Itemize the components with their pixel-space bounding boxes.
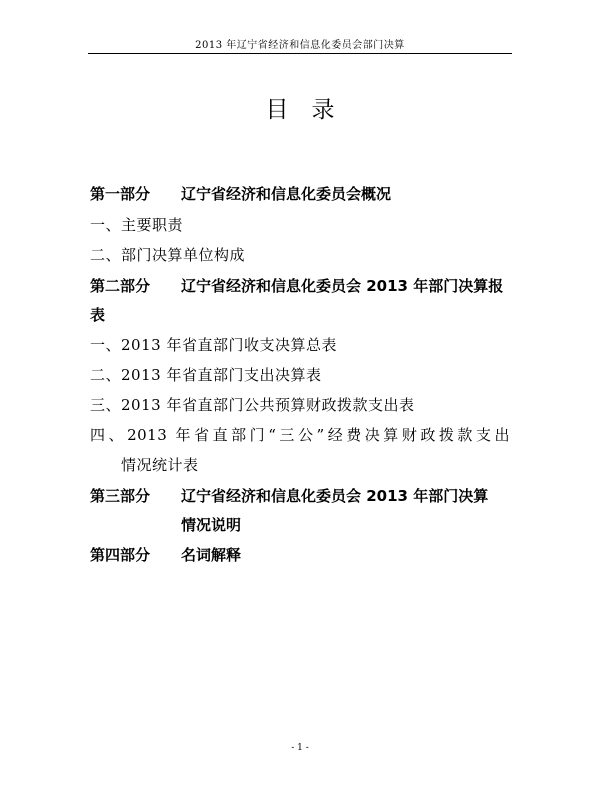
toc-item: 二、部门决算单位构成 [90, 246, 246, 264]
toc-item: 四、2013 年省直部门“三公”经费决算财政拨款支出 [90, 426, 510, 444]
page-number: - 1 - [291, 743, 309, 753]
toc-part-2-title-cont: 表 [90, 306, 106, 324]
toc-part-2-number: 第二部分 [90, 277, 151, 295]
toc-part-2-title: 辽宁省经济和信息化委员会 2013 年部门决算报 [181, 277, 504, 295]
toc-item-cont: 情况统计表 [121, 456, 199, 474]
toc-part-1-title: 辽宁省经济和信息化委员会概况 [181, 185, 392, 203]
toc-part-1-number: 第一部分 [90, 185, 151, 203]
header-title: 2013 年辽宁省经济和信息化委员会部门决算 [195, 40, 405, 51]
toc-part-3-number: 第三部分 [90, 487, 151, 505]
toc-part-3-title-cont: 情况说明 [181, 516, 242, 534]
toc-item: 一、主要职责 [90, 216, 184, 234]
toc-part-3-title: 辽宁省经济和信息化委员会 2013 年部门决算 [181, 487, 489, 505]
page-title: 目 录 [265, 97, 335, 123]
toc-item: 三、2013 年省直部门公共预算财政拨款支出表 [90, 396, 415, 414]
toc-item: 二、2013 年省直部门支出决算表 [90, 366, 322, 384]
header-divider [88, 53, 512, 54]
toc-item: 一、2013 年省直部门收支决算总表 [90, 336, 337, 354]
toc-part-4-title: 名词解释 [181, 546, 242, 564]
toc-part-4-number: 第四部分 [90, 546, 151, 564]
